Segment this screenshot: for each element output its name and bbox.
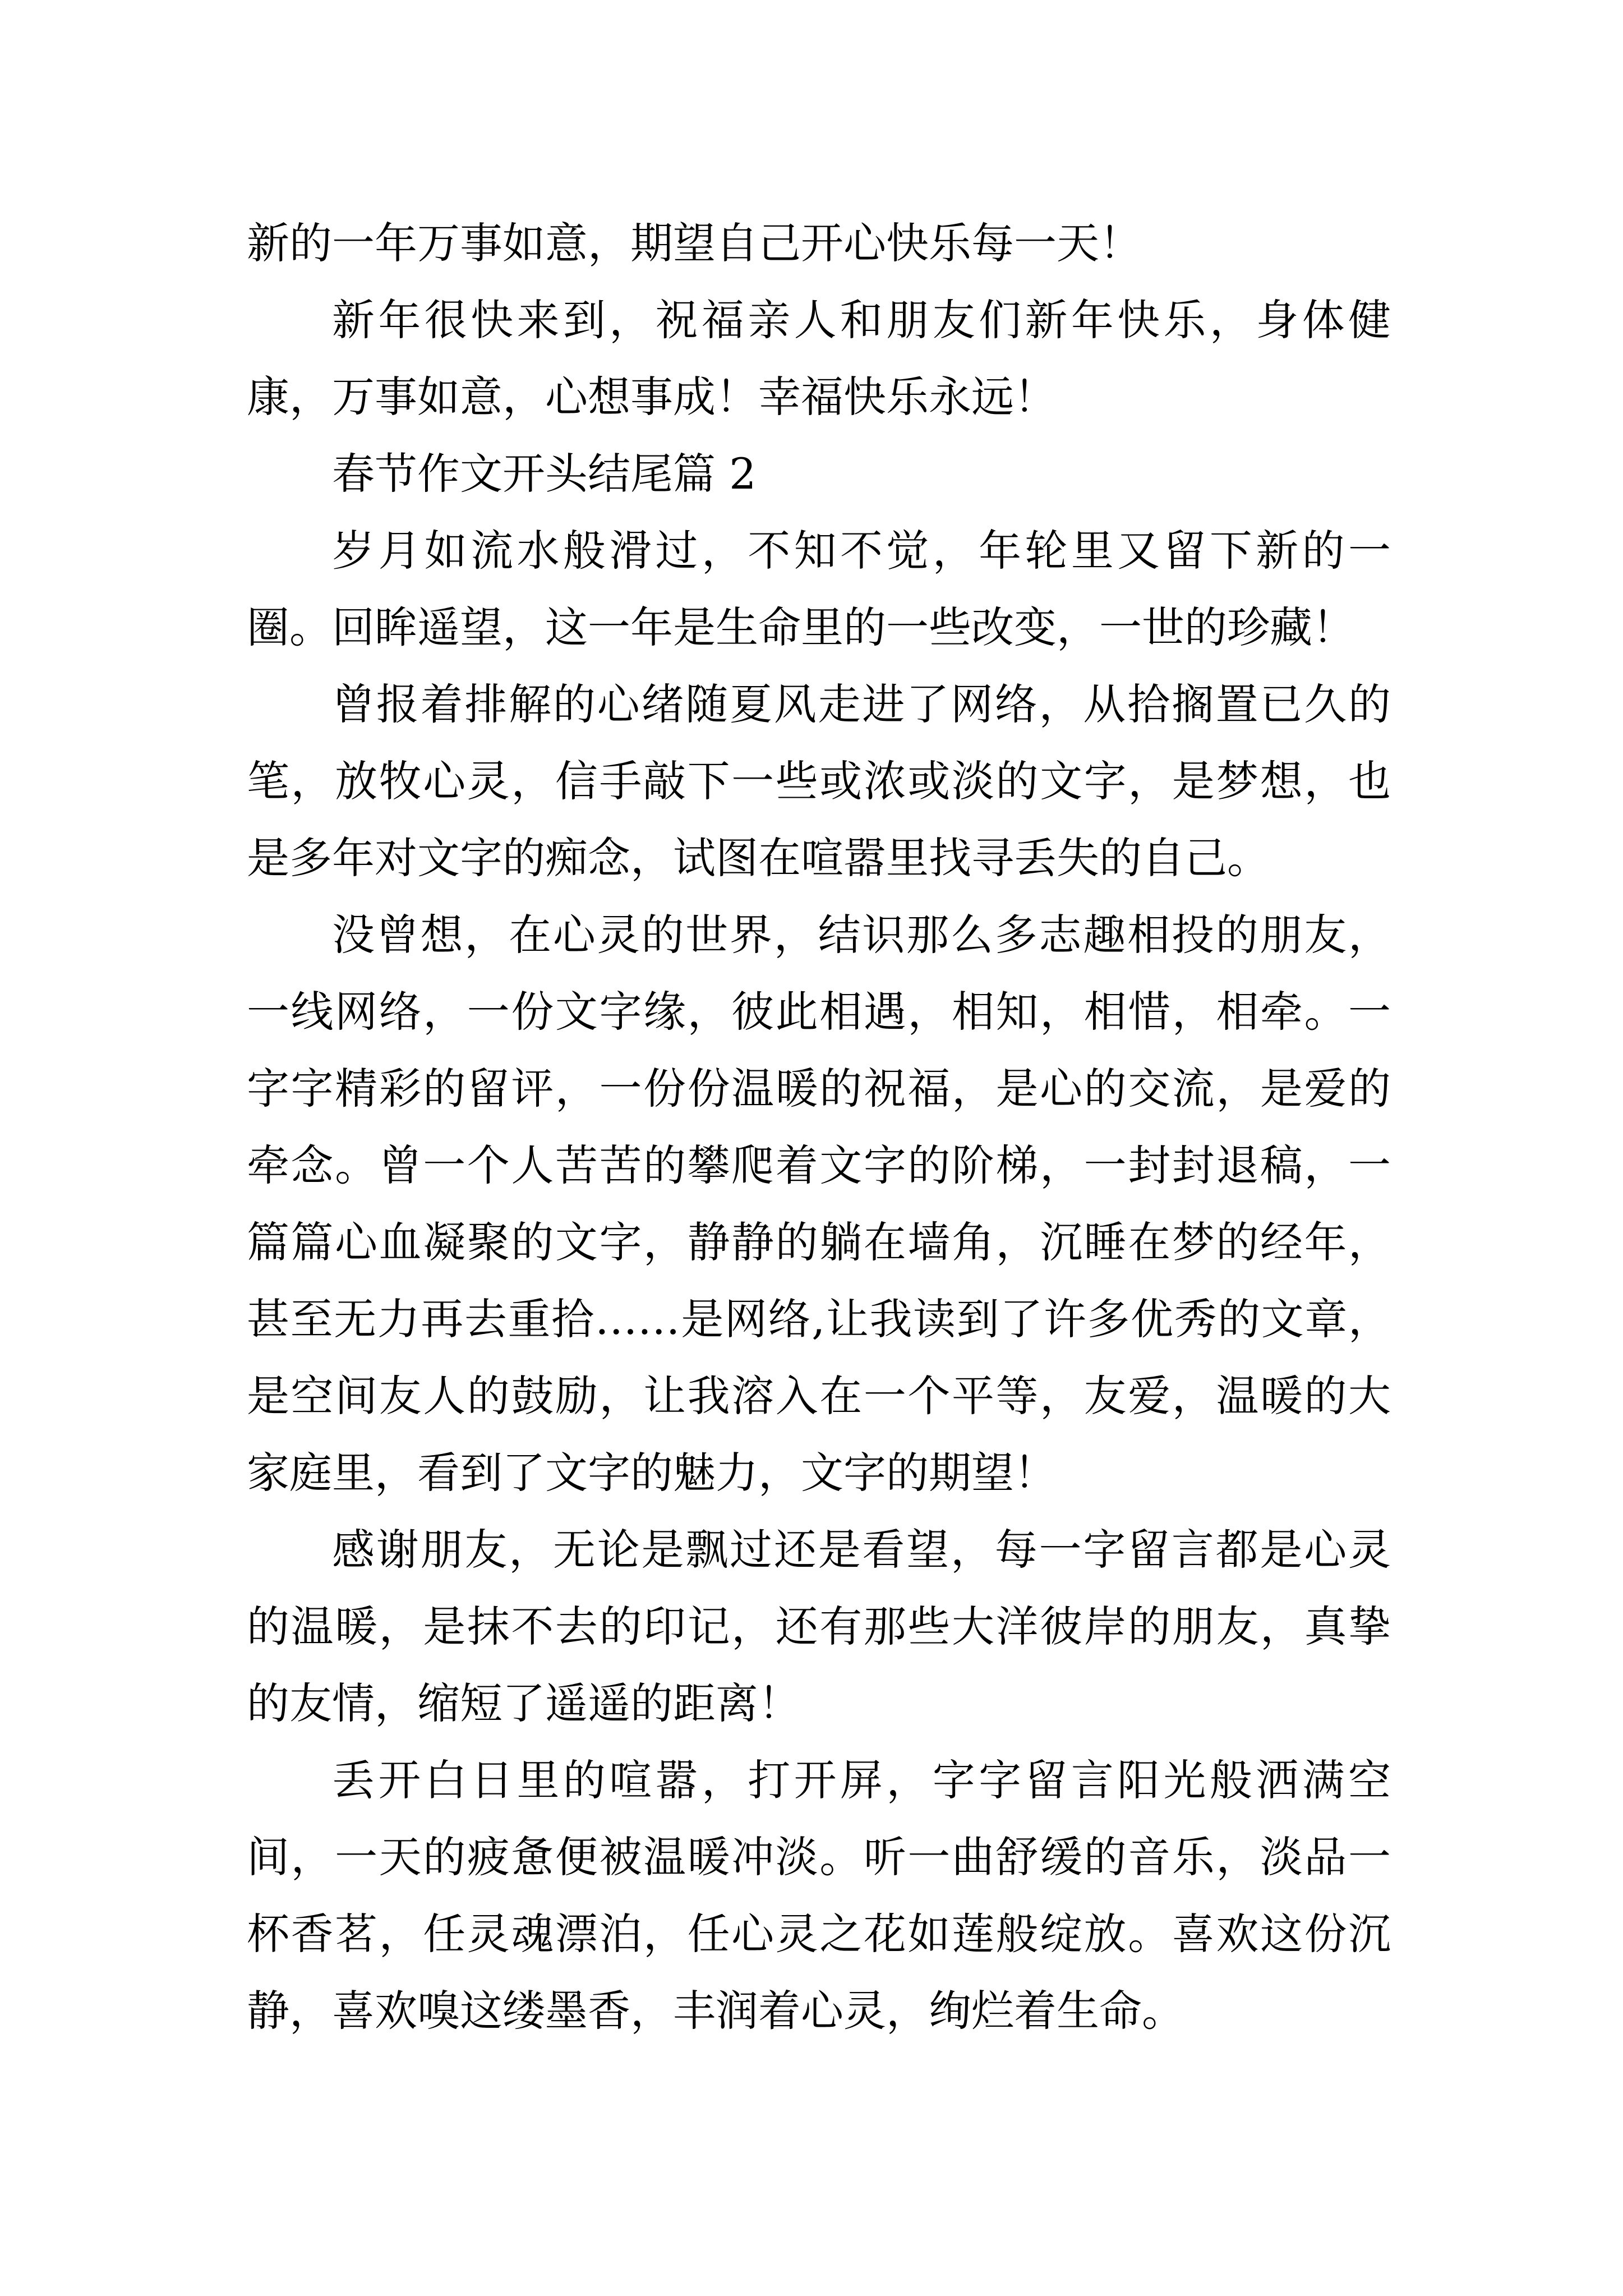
paragraph-7: 丢开白日里的喧嚣，打开屏，字字留言阳光般洒满空间，一天的疲惫便被温暖冲淡。听一曲舒缓的音乐，淡品一杯香茗，任灵魂漂泊，任心灵之花如莲般绽放。喜欢这份沉静，喜欢嗅这缕墨香，丰润着心灵，绚烂着生命。 xyxy=(247,1755,1391,2036)
document-body xyxy=(247,205,1391,2049)
paragraph-2: 新年很快来到，祝福亲人和朋友们新年快乐，身体健康，万事如意，心想事成！幸福快乐永远！ xyxy=(247,295,1391,422)
paragraph-1: 新的一年万事如意，期望自己开心快乐每一天！ xyxy=(247,218,1142,268)
paragraph-6: 感谢朋友，无论是飘过还是看望，每一字留言都是心灵的温暖，是抹不去的印记，还有那些大洋彼岸的朋友，真挚的友情，缩短了遥遥的距离！ xyxy=(247,1525,1391,1728)
paragraph-4: 曾报着排解的心绪随夏风走进了网络，从拾搁置已久的笔，放牧心灵，信手敲下一些或浓或淡的文字，是梦想，也是多年对文字的痴念，试图在喧嚣里找寻丢失的自己。 xyxy=(247,679,1391,883)
paragraph-3: 岁月如流水般滑过，不知不觉，年轮里又留下新的一圈。回眸遥望，这一年是生命里的一些改变，一世的珍藏！ xyxy=(247,526,1391,652)
paragraph-5: 没曾想，在心灵的世界，结识那么多志趣相投的朋友，一线网络，一份文字缘，彼此相遇，相知，相惜，相牵。一字字精彩的留评，一份份温暖的祝福，是心的交流，是爱的牵念。曾一个人苦苦的攀爬着文字的阶梯，一封封退稿，一篇篇心血凝聚的文字，静静的躺在墙角，沉睡在梦的经年，甚至无力再去重拾……是网络,让我读到了许多优秀的文章，是空间友人的鼓励，让我溶入在一个平等，友爱，温暖的大家庭里，看到了文字的魅力，文字的期望！ xyxy=(247,910,1391,1498)
section-heading: 春节作文开头结尾篇 2 xyxy=(332,449,757,499)
